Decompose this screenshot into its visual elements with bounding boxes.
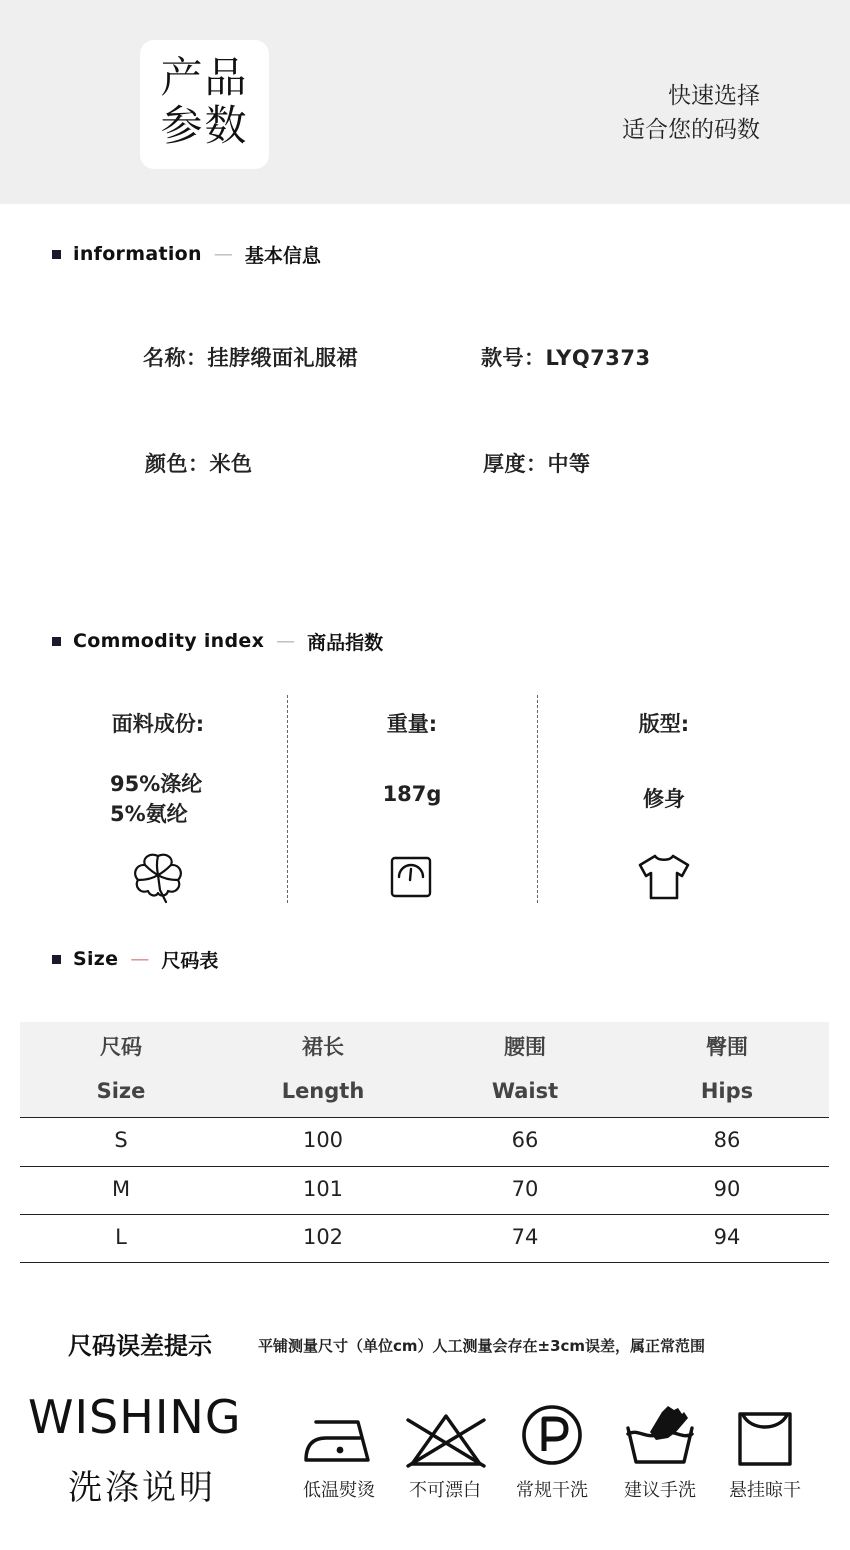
section-size-zh: 尺码表: [161, 949, 219, 972]
section-info-header: [52, 242, 321, 266]
bullet-square-icon: [52, 250, 61, 259]
section-commodity-header: [52, 629, 383, 653]
table-rule: [20, 1166, 829, 1167]
table-cell: 70: [511, 1177, 539, 1201]
table-cell: 100: [302, 1128, 344, 1152]
wash-label-iron: 低温熨烫: [303, 1480, 375, 1501]
cotton-icon: [130, 850, 186, 906]
header-en-waist: Waist: [491, 1079, 559, 1103]
header-en-hips: Hips: [700, 1079, 754, 1103]
table-cell: S: [114, 1128, 128, 1152]
no-bleach-icon: [402, 1410, 490, 1470]
badge-line-1: 产品: [160, 53, 249, 102]
section-size-dash: —: [130, 948, 150, 970]
table-rule: [20, 1214, 829, 1215]
fabric-line-2: 5%氨纶: [110, 802, 188, 826]
wash-title-en: WISHING: [28, 1390, 242, 1444]
section-commodity-en: Commodity index: [73, 630, 265, 652]
table-cell: 66: [511, 1128, 539, 1152]
weight-label: 重量:: [386, 712, 438, 736]
dry-clean-icon: [520, 1403, 584, 1467]
header-zh-hips: 臀围: [706, 1035, 748, 1059]
size-tip-title: 尺码误差提示: [68, 1332, 212, 1360]
section-info-dash: —: [213, 243, 233, 265]
header-zh-waist: 腰围: [504, 1035, 546, 1059]
info-color: 颜色：米色: [145, 452, 253, 476]
column-divider: [537, 695, 538, 903]
size-tip-text: 平铺测量尺寸（单位cm）人工测量会存在±3cm误差，属正常范围: [258, 1337, 706, 1355]
table-cell: 94: [713, 1225, 741, 1249]
hang-dry-icon: [737, 1411, 793, 1467]
section-info-en: information: [73, 243, 202, 265]
fabric-line-1: 95%涤纶: [110, 772, 203, 796]
header-en-size: Size: [96, 1079, 146, 1103]
wash-label-no-bleach: 不可漂白: [409, 1480, 481, 1501]
fit-value: 修身: [643, 787, 685, 811]
table-cell: L: [115, 1225, 127, 1249]
badge-line-2: 参数: [160, 101, 249, 150]
product-params-badge: [140, 40, 269, 169]
table-cell: 86: [713, 1128, 741, 1152]
wash-title-zh: 洗涤说明: [68, 1468, 216, 1508]
fabric-label: 面料成份:: [111, 712, 205, 736]
wash-label-hand-wash: 建议手洗: [624, 1480, 696, 1501]
table-rule: [20, 1117, 829, 1118]
column-divider: [287, 695, 288, 903]
fit-label: 版型:: [638, 712, 690, 736]
info-style-no: 款号：LYQ7373: [481, 346, 651, 370]
weight-value: 187g: [382, 782, 442, 806]
info-thickness: 厚度：中等: [483, 452, 591, 476]
section-commodity-zh: 商品指数: [307, 631, 384, 654]
hand-wash-icon: [624, 1402, 696, 1466]
section-commodity-dash: —: [276, 630, 296, 652]
info-name: 名称：挂脖缎面礼服裙: [143, 346, 358, 370]
bullet-square-icon: [52, 955, 61, 964]
section-size-header: [52, 947, 218, 971]
section-info-zh: 基本信息: [244, 244, 321, 267]
table-cell: 90: [713, 1177, 741, 1201]
wash-label-hang-dry: 悬挂晾干: [729, 1480, 801, 1501]
table-cell: M: [111, 1177, 131, 1201]
table-rule: [20, 1262, 829, 1263]
scale-icon: [389, 855, 433, 899]
bullet-square-icon: [52, 637, 61, 646]
tshirt-icon: [637, 853, 691, 901]
header-subtitle-2: 适合您的码数: [622, 117, 760, 143]
table-cell: 101: [302, 1177, 344, 1201]
section-size-en: Size: [73, 948, 119, 970]
iron-low-icon: [302, 1412, 376, 1468]
header-en-length: Length: [281, 1079, 365, 1103]
header-zh-size: 尺码: [100, 1035, 142, 1059]
wash-label-dry-clean: 常规干洗: [516, 1480, 588, 1501]
header-banner: [0, 0, 850, 204]
header-subtitle-1: 快速选择: [668, 83, 760, 109]
header-zh-length: 裙长: [302, 1035, 344, 1059]
table-cell: 102: [302, 1225, 344, 1249]
table-cell: 74: [511, 1225, 539, 1249]
